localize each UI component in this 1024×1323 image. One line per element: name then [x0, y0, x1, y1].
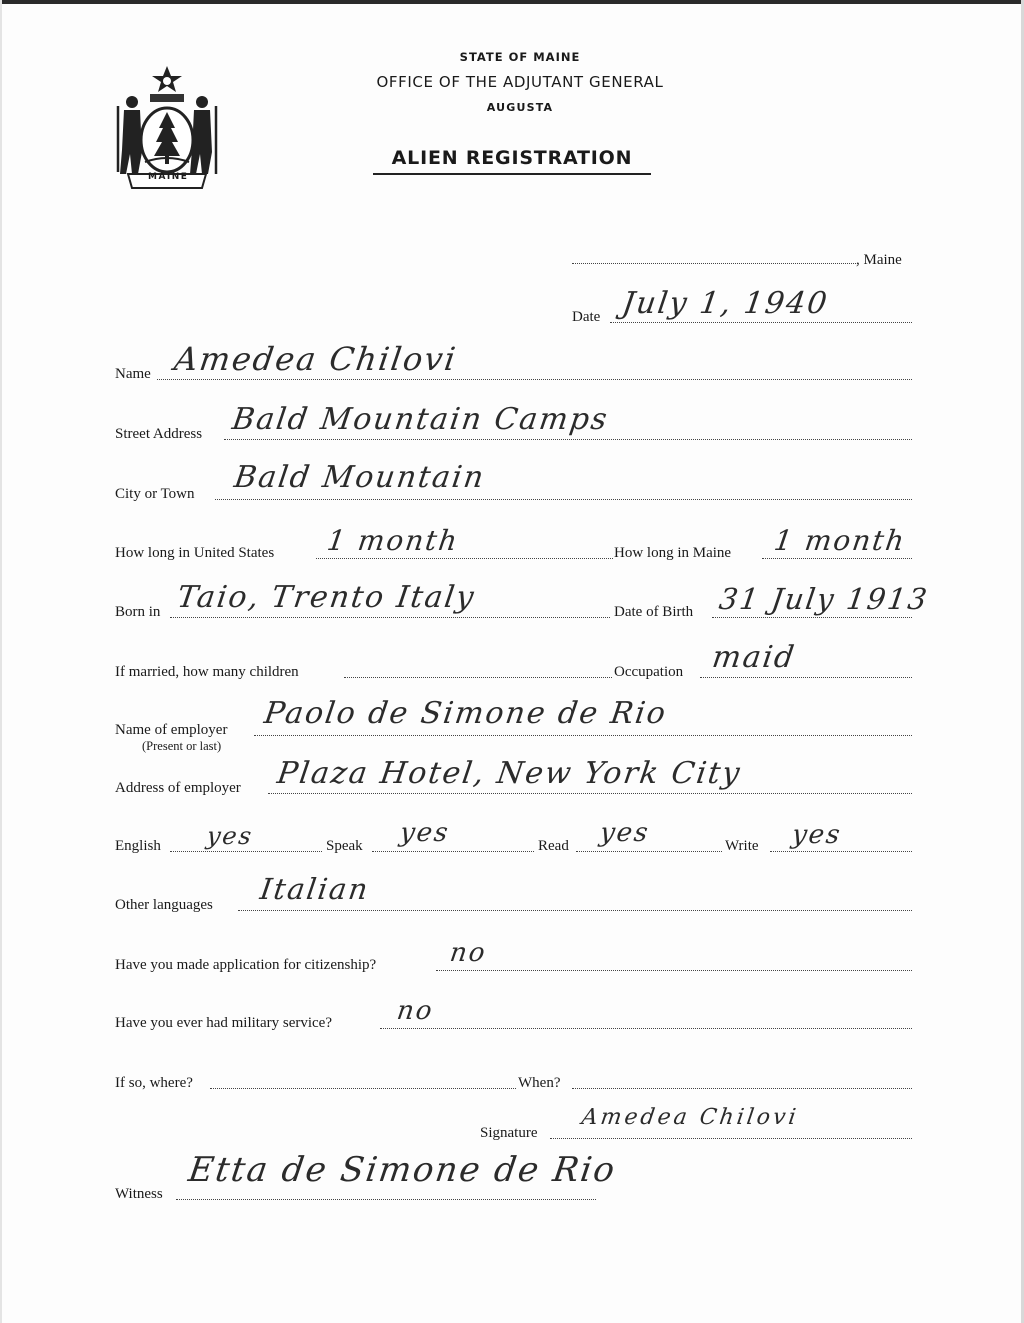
street-value: Bald Mountain Camps — [230, 402, 611, 437]
children-line — [344, 677, 612, 678]
name-value: Amedea Chilovi — [172, 340, 460, 378]
born-value: Taio, Trento Italy — [175, 580, 478, 615]
english-label: English — [115, 838, 161, 854]
scan-edge-left — [0, 0, 2, 1323]
form-title-wrap — [372, 147, 652, 175]
born-label: Born in — [115, 604, 161, 620]
speak-label: Speak — [326, 838, 363, 854]
read-label: Read — [538, 838, 569, 854]
english-value: yes — [205, 822, 256, 850]
city-line — [215, 499, 912, 500]
occupation-value: maid — [710, 640, 799, 675]
when-line — [572, 1088, 912, 1089]
occupation-label: Occupation — [614, 664, 684, 680]
where-line — [210, 1088, 516, 1089]
maine-duration-label: How long in Maine — [614, 545, 732, 561]
citizenship-value: no — [448, 938, 489, 968]
read-line — [576, 851, 722, 852]
emp-address-line — [268, 793, 912, 794]
witness-value: Etta de Simone de Rio — [186, 1150, 619, 1190]
where-label: If so, where? — [115, 1075, 193, 1091]
us-duration-value: 1 month — [325, 524, 462, 557]
dob-label: Date of Birth — [614, 604, 694, 620]
occupation-line — [700, 677, 912, 678]
when-label: When? — [518, 1075, 561, 1091]
citizenship-line — [436, 970, 912, 971]
write-line — [770, 851, 912, 852]
citizenship-label: Have you made application for citizenship? — [115, 957, 377, 973]
street-line — [224, 439, 912, 440]
signature-line — [550, 1138, 912, 1139]
read-value: yes — [598, 818, 652, 848]
other-languages-value: Italian — [258, 872, 372, 906]
maine-duration-line — [762, 558, 912, 559]
born-line — [170, 617, 610, 618]
employer-label: Name of employer — [115, 722, 228, 738]
military-value: no — [395, 996, 436, 1026]
english-line — [170, 851, 322, 852]
state-heading: STATE OF MAINE — [459, 50, 581, 64]
us-duration-label: How long in United States — [115, 545, 275, 561]
name-line — [157, 379, 912, 380]
city-value: Bald Mountain — [232, 460, 488, 495]
signature-value: Amedea Chilovi — [580, 1105, 801, 1130]
us-duration-line — [316, 558, 613, 559]
employer-line — [254, 735, 912, 736]
form-title: ALIEN REGISTRATION — [373, 147, 651, 175]
military-line — [380, 1028, 912, 1029]
name-label: Name — [115, 366, 151, 382]
other-languages-label: Other languages — [115, 897, 213, 913]
military-label: Have you ever had military service? — [115, 1015, 332, 1031]
other-languages-line — [238, 910, 912, 911]
maine-suffix: , Maine — [856, 252, 902, 268]
street-label: Street Address — [115, 426, 203, 442]
seal-caption: MAINE — [148, 172, 189, 182]
write-label: Write — [725, 838, 759, 854]
emp-address-label: Address of employer — [115, 780, 241, 796]
speak-line — [372, 851, 534, 852]
employer-value: Paolo de Simone de Rio — [262, 696, 670, 731]
employer-sublabel: (Present or last) — [142, 739, 222, 753]
witness-label: Witness — [115, 1186, 163, 1202]
write-value: yes — [790, 820, 844, 850]
emp-address-value: Plaza Hotel, New York City — [275, 756, 744, 791]
office-heading: OFFICE OF THE ADJUTANT GENERAL — [376, 73, 664, 91]
scan-edge-top — [0, 0, 1024, 4]
dob-line — [712, 617, 912, 618]
date-label: Date — [572, 309, 601, 325]
city-heading: AUGUSTA — [486, 101, 554, 114]
maine-duration-value: 1 month — [772, 524, 909, 557]
witness-line — [176, 1199, 596, 1200]
place-line — [572, 263, 856, 264]
signature-label: Signature — [480, 1125, 538, 1141]
date-line — [610, 322, 912, 323]
city-label: City or Town — [115, 486, 195, 502]
dob-value: 31 July 1913 — [717, 582, 931, 616]
date-value: July 1, 1940 — [620, 286, 831, 321]
children-label: If married, how many children — [115, 664, 299, 680]
speak-value: yes — [398, 818, 452, 848]
